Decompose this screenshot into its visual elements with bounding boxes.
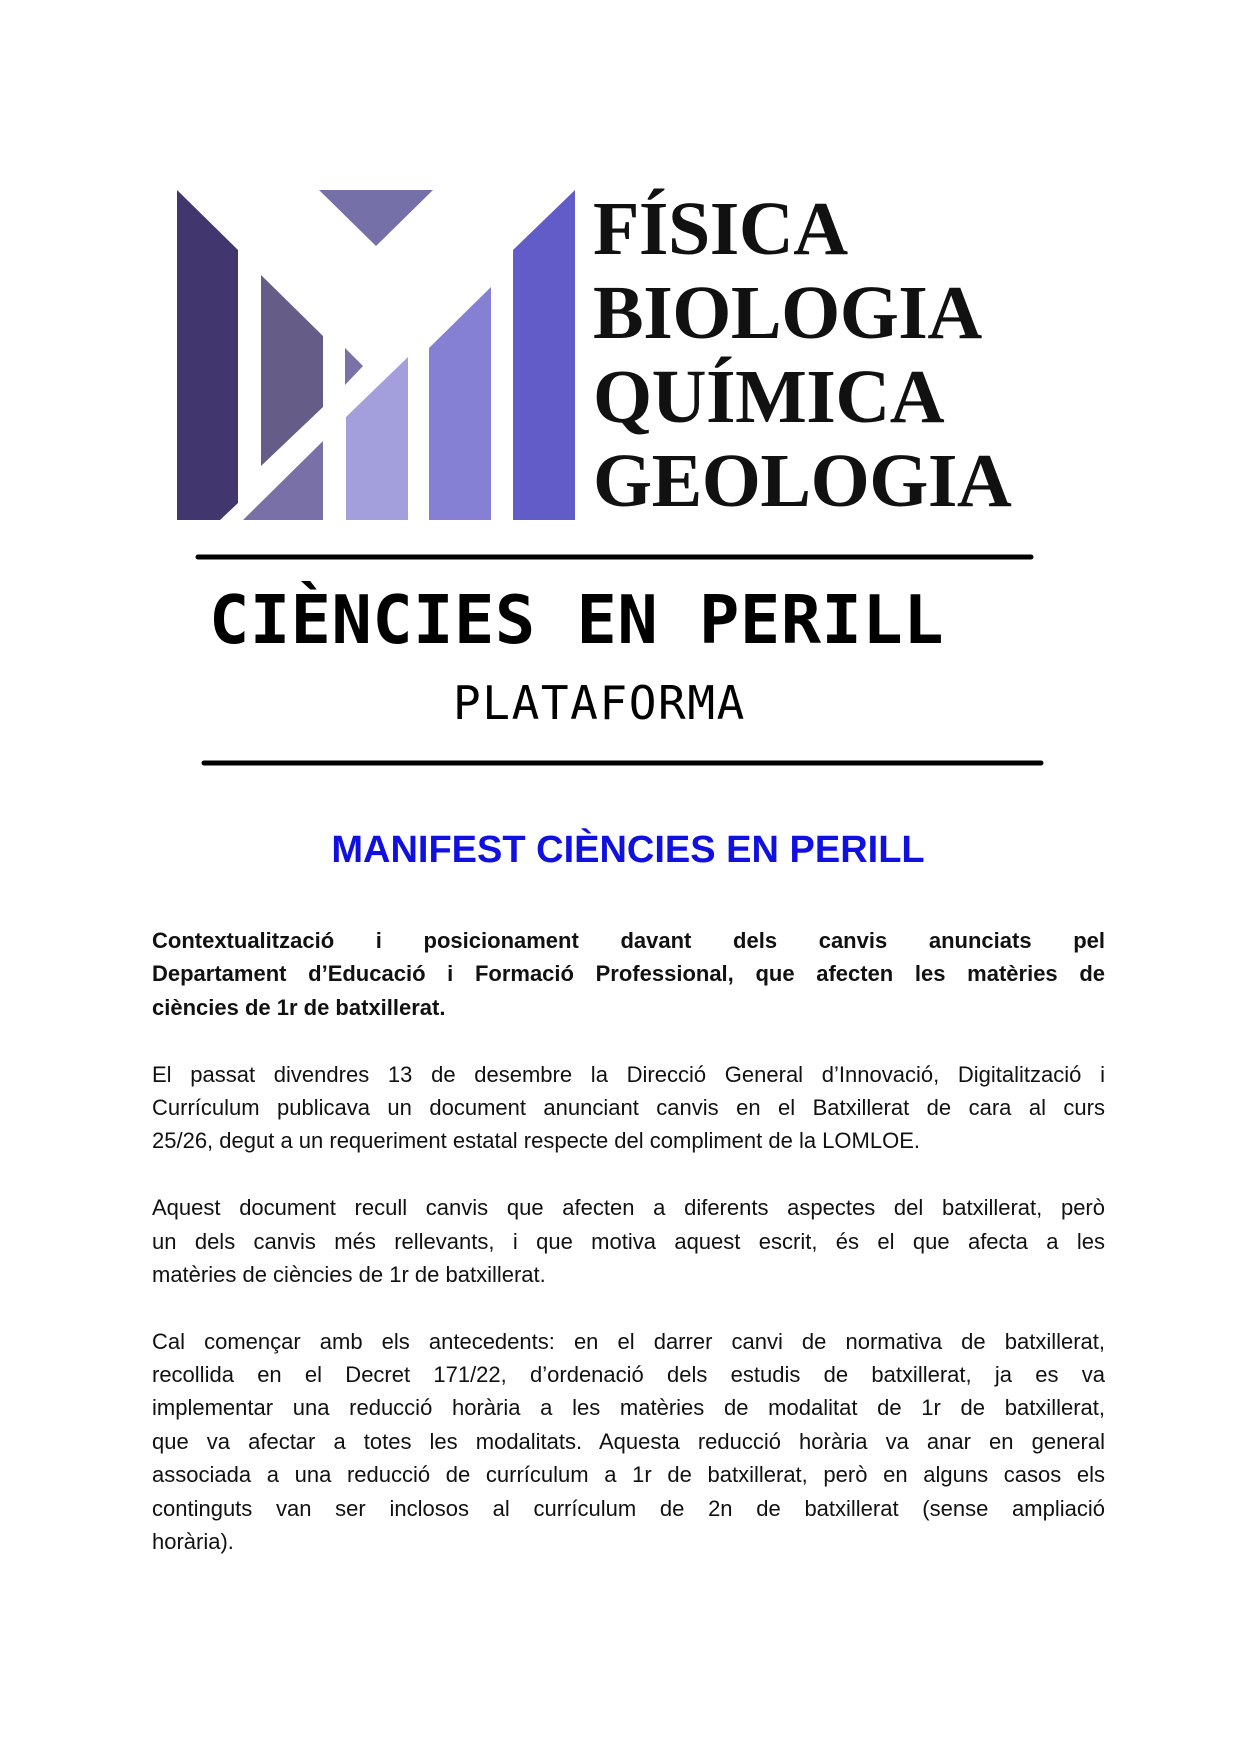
paragraph-line: que va afectar a totes les modalitats. Aquesta reducció horària va anar en general <box>152 1428 1105 1454</box>
paragraph-line: Aquest document recull canvis que afecten a diferents aspectes del batxillerat, però <box>152 1195 1105 1221</box>
logo-bar-4 <box>429 287 491 520</box>
discipline-quimica: QUÍMICA <box>593 355 945 439</box>
paragraph-line: El passat divendres 13 de desembre la Direcció General d’Innovació, Digitalització i <box>152 1061 1105 1087</box>
paragraph-line: associada a una reducció de currículum a 1r de batxillerat, però en alguns casos els <box>152 1462 1105 1488</box>
discipline-geologia: GEOLOGIA <box>593 439 1012 523</box>
paragraph-line: continguts van ser inclosos al currículum de 2n de batxillerat (sense ampliació <box>152 1495 1105 1521</box>
discipline-biologia: BIOLOGIA <box>593 271 982 355</box>
body-paragraph <box>152 1058 1105 1158</box>
paragraph-line: implementar una reducció horària a les matèries de modalitat de 1r de batxillerat, <box>152 1395 1105 1421</box>
logo-disciplines <box>593 187 1011 523</box>
logo-bar-1 <box>177 190 238 520</box>
logo-bar-2 <box>261 275 323 466</box>
logo-top-triangle <box>319 190 433 246</box>
paragraph-line: ciències de 1r de batxillerat. <box>152 994 446 1020</box>
discipline-fisica: FÍSICA <box>593 187 848 271</box>
paragraph-line: recollida en el Decret 171/22, d’ordenació dels estudis de batxillerat, ja es va <box>152 1362 1105 1388</box>
logo-bar-5 <box>513 190 575 520</box>
body-paragraph <box>152 1191 1105 1291</box>
document-body <box>152 924 1105 1592</box>
document-heading: MANIFEST CIÈNCIES EN PERILL <box>331 829 925 871</box>
logo-bar-2-lower <box>243 441 323 520</box>
paragraph-line: Currículum publicava un document anunciant canvis en el Batxillerat de cara al curs <box>152 1094 1105 1120</box>
paragraph-line: 25/26, degut a un requeriment estatal respecte del compliment de la LOMLOE. <box>152 1128 920 1154</box>
paragraph-line: Contextualització i posicionament davant dels canvis anunciats pel <box>152 928 1105 953</box>
platform-title: CIÈNCIES EN PERILL <box>209 581 945 659</box>
paragraph-line: Cal començar amb els antecedents: en el darrer canvi de normativa de batxillerat, <box>152 1328 1105 1354</box>
body-paragraph <box>152 1325 1105 1559</box>
paragraph-line: horària). <box>152 1529 234 1555</box>
intro-paragraph <box>152 924 1105 1024</box>
logo-bar-3 <box>346 357 408 520</box>
paragraph-line: matèries de ciències de 1r de batxillerat. <box>152 1261 546 1287</box>
paragraph-line: un dels canvis més rellevants, i que motiva aquest escrit, és el que afecta a les <box>152 1228 1105 1254</box>
paragraph-line: Departament d’Educació i Formació Professional, que afecten les matèries de <box>152 961 1105 987</box>
logo-small-triangle <box>345 348 363 385</box>
platform-subtitle: PLATAFORMA <box>453 676 746 730</box>
